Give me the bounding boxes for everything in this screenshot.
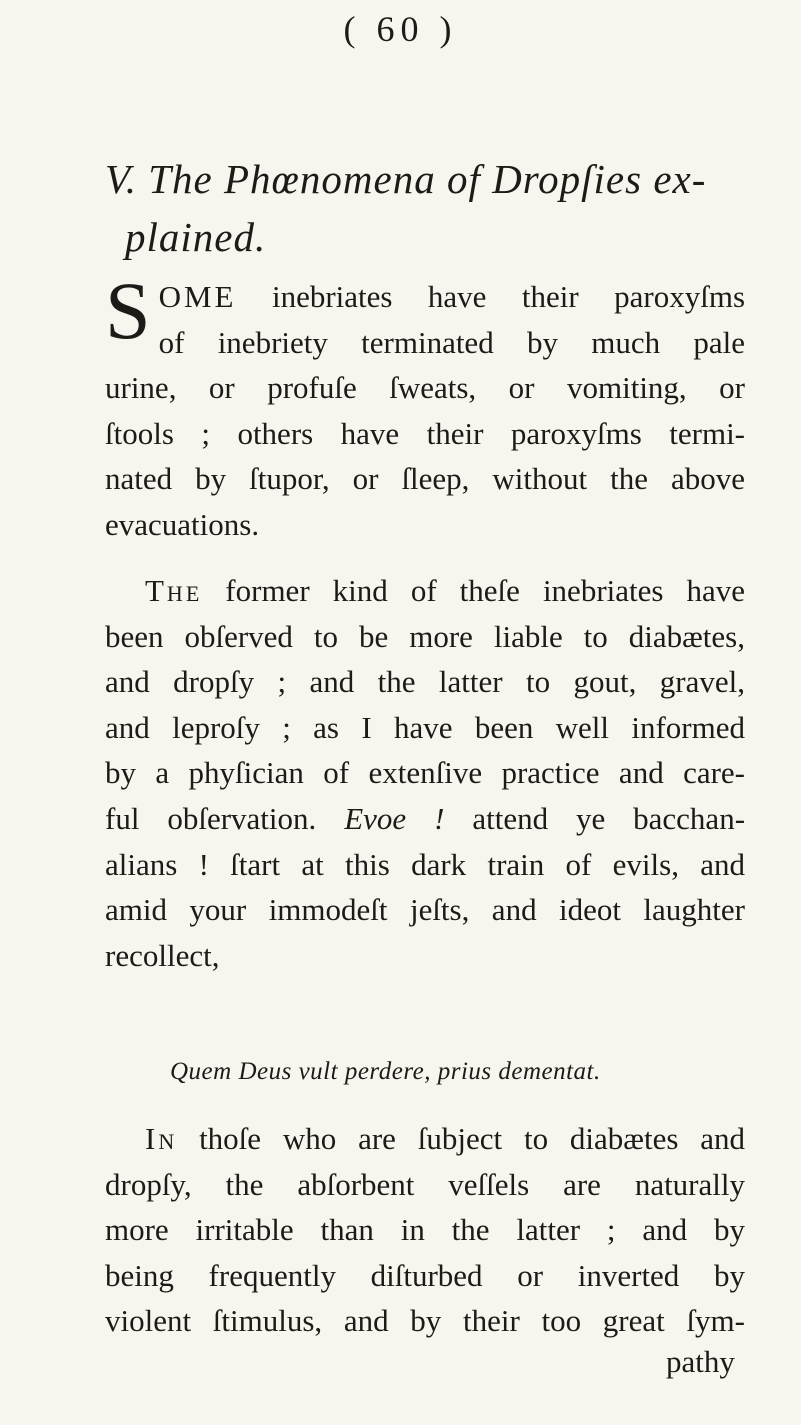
paragraph-3-line-1 bbox=[105, 1116, 745, 1162]
paragraph-3 bbox=[105, 1116, 745, 1344]
paragraph-3-line-3: more irritable than in the latter ; and by bbox=[105, 1212, 745, 1248]
text-line: former kind of theſe inebriates have bbox=[225, 573, 745, 608]
paragraph-2-line-6 bbox=[105, 796, 745, 842]
catchword: pathy bbox=[666, 1344, 735, 1379]
page-number: ( 60 ) bbox=[343, 9, 458, 49]
paragraph-1-line-3: urine, or profuſe ſweats, or vomiting, or bbox=[105, 370, 745, 406]
lead-word: The bbox=[145, 573, 203, 608]
paragraph-1-line-5: nated by ſtupor, or ſleep, without the above bbox=[105, 461, 745, 497]
paragraph-2-line-1 bbox=[105, 568, 745, 614]
text-line: inebriates have their paroxyſms bbox=[271, 279, 746, 314]
paragraph-1-line-1 bbox=[105, 274, 745, 320]
paragraph-2-line-9: recollect, bbox=[105, 937, 220, 973]
paragraph-2-line-3: and dropſy ; and the latter to gout, gravel, bbox=[105, 664, 745, 700]
heading-line-2: plained. bbox=[125, 214, 267, 260]
paragraph-2-line-2: been obſerved to be more liable to diabætes, bbox=[105, 618, 745, 654]
paragraph-1-line-6: evacuations. bbox=[105, 506, 260, 542]
paragraph-3-line-2: dropſy, the abſorbent veſſels are naturally bbox=[105, 1166, 745, 1202]
heading-line-1: V. The Phœnomena of Dropſies ex- bbox=[105, 156, 707, 202]
paragraph-2 bbox=[105, 568, 745, 978]
drop-cap: S bbox=[105, 265, 151, 356]
paragraph-2-line-7: alians ! ſtart at this dark train of evils, and bbox=[105, 846, 745, 882]
paragraph-2-line-8: amid your immodeſt jeſts, and ideot laughter bbox=[105, 892, 745, 928]
paragraph-1 bbox=[105, 265, 746, 548]
paragraph-1-line-4: ſtools ; others have their paroxyſms termi- bbox=[105, 415, 745, 451]
lead-word: In bbox=[145, 1121, 178, 1156]
paragraph-2-line-5: by a phyſician of extenſive practice and care- bbox=[105, 755, 745, 791]
first-word-rest: OME bbox=[158, 279, 237, 314]
section-heading bbox=[105, 150, 745, 266]
text-line: thoſe who are ſubject to diabætes and bbox=[199, 1121, 745, 1156]
paragraph-3-line-5: violent ſtimulus, and by their too great ſym- bbox=[105, 1303, 745, 1339]
paragraph-1-line-2: of inebriety terminated by much pale bbox=[158, 324, 745, 360]
text-line: ful obſervation. bbox=[105, 800, 317, 836]
evoe-exclamation: Evoe ! bbox=[344, 800, 445, 836]
paragraph-2-line-4: and leproſy ; as I have been well informed bbox=[105, 709, 745, 745]
latin-quotation: Quem Deus vult perdere, prius dementat. bbox=[170, 1058, 601, 1085]
text-line: attend ye bacchan- bbox=[472, 800, 746, 836]
paragraph-3-line-4: being frequently diſturbed or inverted by bbox=[105, 1257, 745, 1293]
